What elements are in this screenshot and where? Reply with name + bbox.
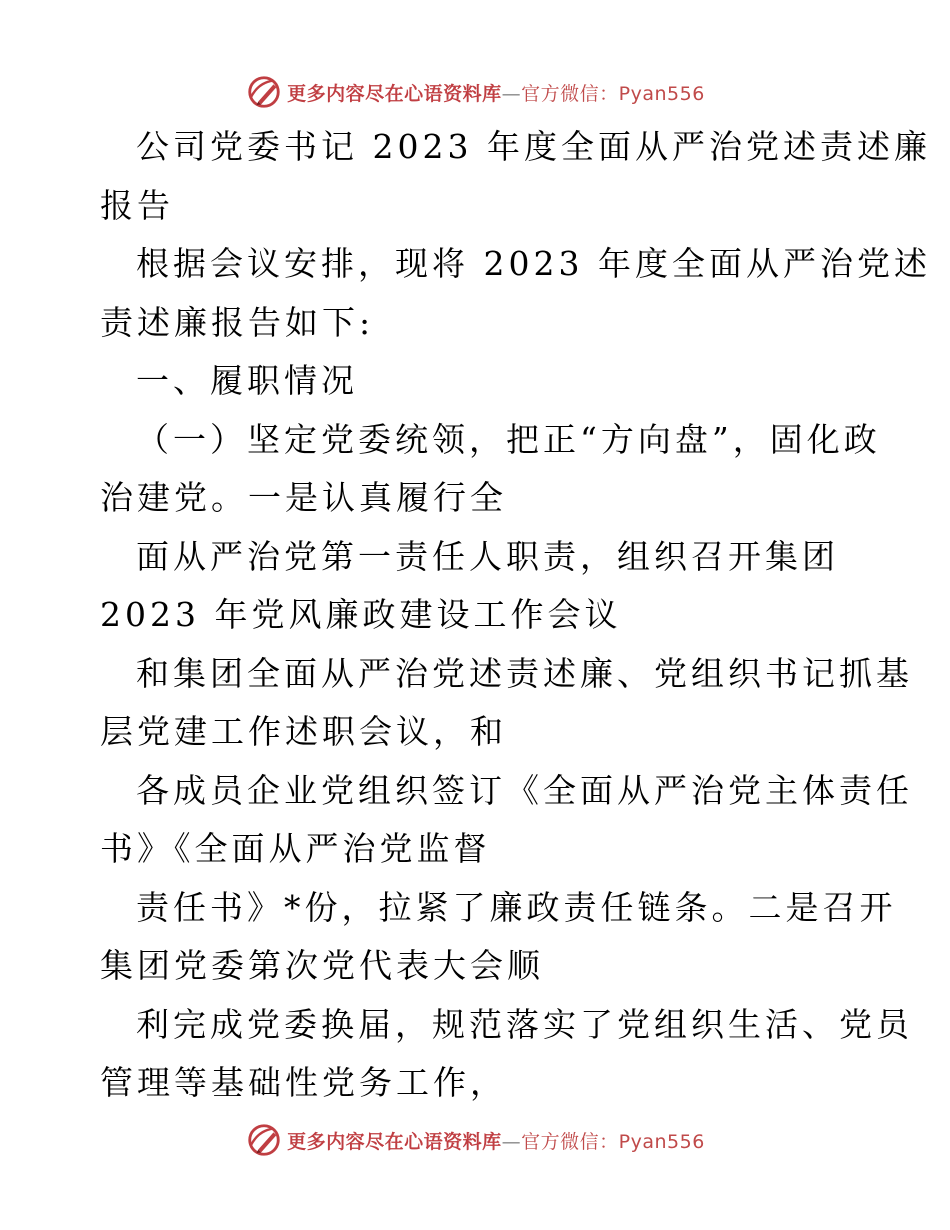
body-paragraph: [100, 762, 913, 879]
text-line: 责述廉报告如下:: [100, 302, 375, 342]
banner-main-text: 更多内容尽在心语资料库: [287, 82, 502, 105]
text-line: 治建党。一是认真履行全: [100, 478, 507, 517]
text-line: 2023 年党风廉政建设工作会议: [100, 595, 622, 634]
title-paragraph: [100, 118, 931, 235]
footer-watermark-banner: [0, 1120, 950, 1160]
text-line: 利完成党委换届，规范落实了党组织生活、党员: [136, 1004, 913, 1044]
section-heading: [100, 352, 852, 411]
pen-logo-icon: [245, 1121, 283, 1159]
body-paragraph: [100, 996, 913, 1113]
banner-main-text: 更多内容尽在心语资料库: [287, 1130, 502, 1153]
banner-text: [287, 79, 705, 106]
text-line: 责任书》*份，拉紧了廉政责任链条。二是召开: [136, 887, 897, 927]
banner-separator: —: [501, 82, 522, 105]
intro-paragraph: [100, 235, 931, 352]
text-line: 层党建工作述职会议，和: [100, 712, 507, 751]
text-line: 面从严治党第一责任人职责，组织召开集团: [136, 536, 839, 576]
banner-contact-text: 官方微信：Pyan556: [521, 82, 705, 105]
banner-contact-text: 官方微信：Pyan556: [521, 1130, 705, 1153]
pen-logo-icon: [245, 73, 283, 111]
body-paragraph: [100, 645, 913, 762]
banner-text: [287, 1127, 705, 1154]
text-line: 一、履职情况: [136, 361, 358, 400]
document-body: [100, 118, 931, 1113]
text-line: 公司党委书记 2023 年度全面从严治党述责述廉: [136, 127, 931, 166]
body-paragraph: [100, 879, 897, 996]
text-line: 管理等基础性党务工作，: [100, 1063, 507, 1102]
text-line: 和集团全面从严治党述责述廉、党组织书记抓基: [136, 653, 913, 693]
text-line: 各成员企业党组织签订《全面从严治党主体责任: [136, 770, 913, 810]
banner-separator: —: [501, 1130, 522, 1153]
text-line: 根据会议安排，现将 2023 年度全面从严治党述: [136, 244, 931, 283]
text-line: 报告: [100, 185, 174, 225]
body-paragraph: [100, 411, 881, 528]
text-line: （一）坚定党委统领，把正“方向盘”，固化政: [136, 419, 881, 459]
header-watermark-banner: [0, 72, 950, 112]
body-paragraph: [100, 528, 852, 645]
text-line: 书》《全面从严治党监督: [100, 829, 491, 868]
text-line: 集团党委第次党代表大会顺: [100, 946, 544, 985]
